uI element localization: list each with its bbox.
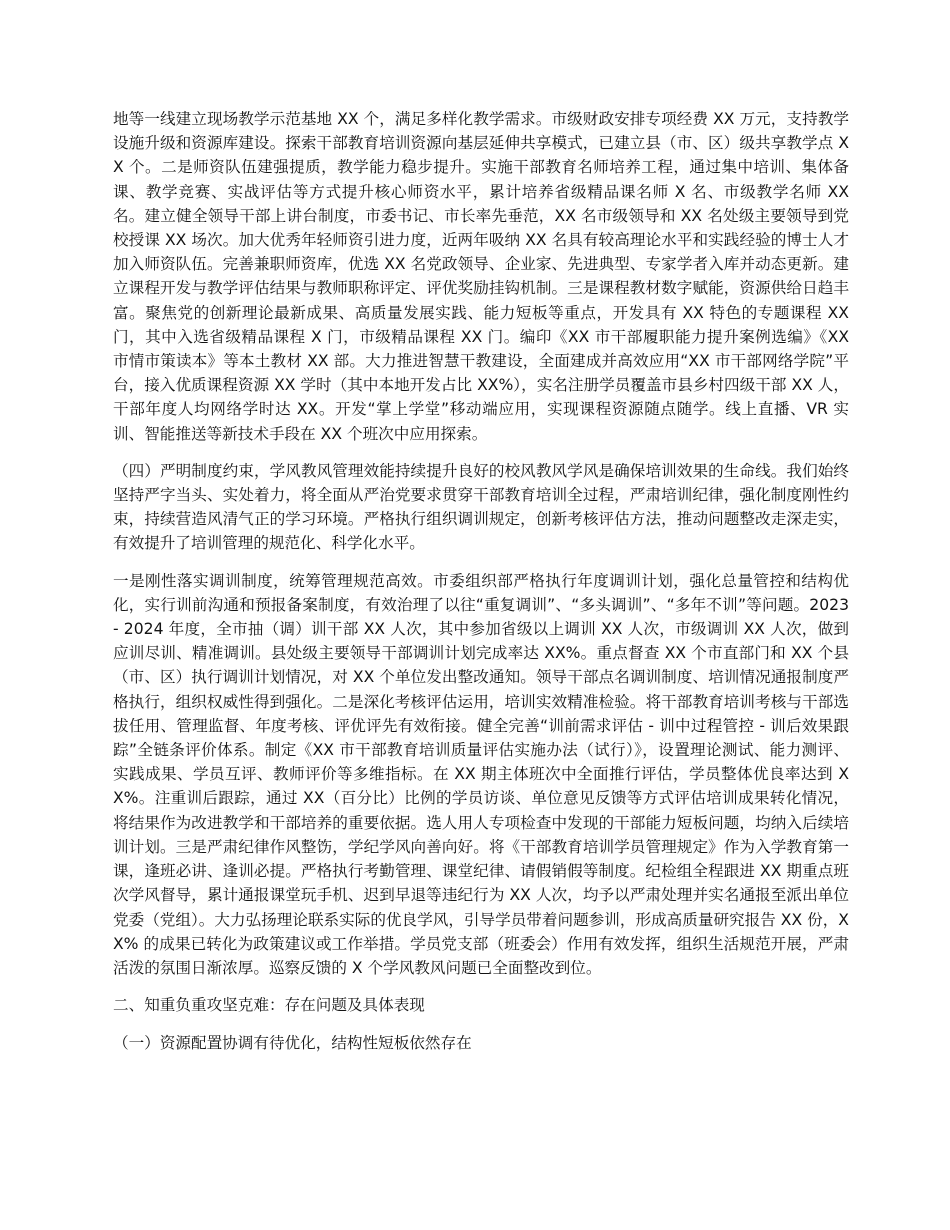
- section-heading: 二、知重负重攻坚克难：存在问题及具体表现: [113, 996, 425, 1015]
- paragraph-teaching-resources: 地等一线建立现场教学示范基地 XX 个，满足多样化教学需求。市级财政安排专项经费 XX 万元，支持教学设施升级和资源库建设。探索干部教育培训资源向基层延伸共享模式，已建立县（市、区）级共享教学点 XX 个。二是师资队伍建强提质，教学能力稳步提升。实施干部教育名师培养工程，通过集中培训、集体备课、教学竞赛、实战评估等方式提升核心师资水平，累计培养省级精品课名师 X 名、市级教学名师 XX 名。建立健全领导干部上讲台制度，市委书记、市长率先垂范，XX 名市级领导和 XX 名处级主要领导到党校授课 XX 场次。加大优秀年轻师资引进力度，近两年吸纳 XX 名具有较高理论水平和实践经验的博士人才加入师资队伍。完善兼职师资库，优选 XX 名党政领导、企业家、先进典型、专家学者入库并动态更新。建立课程开发与教学评估结果与教师职称评定、评优奖励挂钩机制。三是课程教材数字赋能，资源供给日趋丰富。聚焦党的创新理论最新成果、高质量发展实践、能力短板等重点，开发具有 XX 特色的专题课程 XX 门，其中入选省级精品课程 X 门，市级精品课程 XX 门。编印《XX 市干部履职能力提升案例选编》《XX 市情市策读本》等本土教材 XX 部。大力推进智慧干教建设，全面建成并高效应用“XX 市干部网络学院”平台，接入优质课程资源 XX 学时（其中本地开发占比 XX%），实名注册学员覆盖市县乡村四级干部 XX 人，干部年度人均网络学时达 XX。开发“掌上学堂”移动端应用，实现课程资源随点随学。线上直播、VR 实训、智能推送等新技术手段在 XX 个班次中应用探索。: [113, 110, 849, 443]
- paragraph-discipline-intro: （四）严明制度约束，学风教风管理效能持续提升良好的校风教风学风是确保培训效果的生命线。我们始终坚持严字当头、实处着力，将全面从严治党要求贯穿干部教育培训全过程，严肃培训纪律，强化制度刚性约束，持续营造风清气正的学习环境。严格执行组织调训规定，创新考核评估方法，推动问题整改走深走实，有效提升了培训管理的规范化、科学化水平。: [113, 461, 849, 553]
- subsection-heading: （一）资源配置协调有待优化，结构性短板依然存在: [113, 1034, 472, 1053]
- paragraph-training-management: 一是刚性落实调训制度，统筹管理规范高效。市委组织部严格执行年度调训计划，强化总量管控和结构优化，实行训前沟通和预报备案制度，有效治理了以往“重复调训”、“多头调训”、“多年不训”等问题。2023 - 2024 年度，全市抽（调）训干部 XX 人次，其中参加省级以上调训 XX 人次，市级调训 XX 人次，做到应训尽训、精准调训。县处级主要领导干部调训计划完成率达 XX%。重点督查 XX 个市直部门和 XX 个县（市、区）执行调训计划情况，对 XX 个单位发出整改通知。领导干部点名调训制度、培训情况通报制度严格执行，组织权威性得到强化。二是深化考核评估运用，培训实效精准检验。将干部教育培训考核与干部选拔任用、管理监督、年度考核、评优评先有效衔接。健全完善“训前需求评估 - 训中过程管控 - 训后效果跟踪”全链条评价体系。制定《XX 市干部教育培训质量评估实施办法（试行）》，设置理论测试、能力测评、实践成果、学员互评、教师评价等多维指标。在 XX 期主体班次中全面推行评估，学员整体优良率达到 XX%。注重训后跟踪，通过 XX（百分比）比例的学员访谈、单位意见反馈等方式评估培训成果转化情况，将结果作为改进教学和干部培养的重要依据。选人用人专项检查中发现的干部能力短板问题，均纳入后续培训计划。三是严肃纪律作风整饬，学纪学风向善向好。将《干部教育培训学员管理规定》作为入学教育第一课，逢班必讲、逢训必提。严格执行考勤管理、课堂纪律、请假销假等制度。纪检组全程跟进 XX 期重点班次学风督导，累计通报课堂玩手机、迟到早退等违纪行为 XX 人次，均予以严肃处理并实名通报至派出单位党委（党组）。大力弘扬理论联系实际的优良学风，引导学员带着问题参训，形成高质量研究报告 XX 份，XX% 的成果已转化为政策建议或工作举措。学员党支部（班委会）作用有效发挥，组织生活规范开展，严肃活泼的氛围日渐浓厚。巡察反馈的 X 个学风教风问题已全面整改到位。: [113, 571, 849, 977]
- document-body: [113, 107, 849, 1056]
